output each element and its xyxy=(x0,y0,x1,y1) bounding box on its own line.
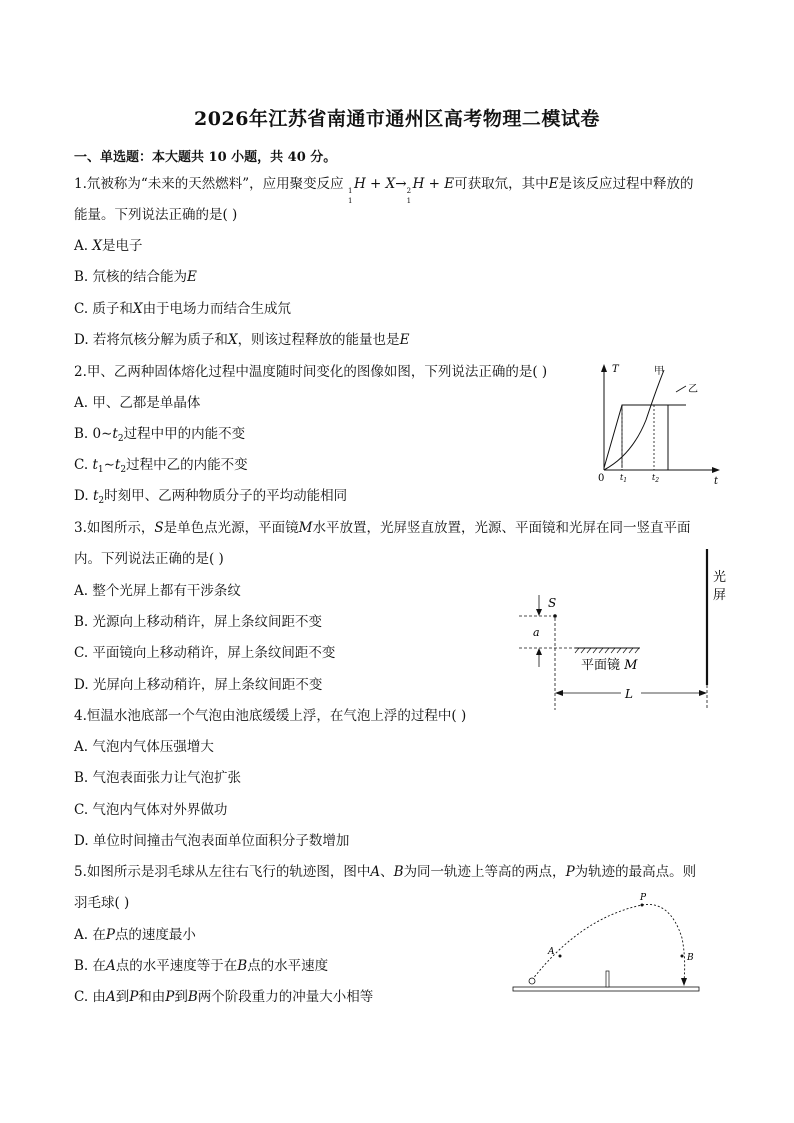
source-label: S xyxy=(548,596,557,610)
q5-shuttlecock-trajectory xyxy=(510,888,705,998)
label-B: B xyxy=(687,953,694,963)
q5-option-c[interactable]: C. 由A到P和由P到B两个阶段重力的冲量大小相等 xyxy=(74,989,374,1005)
q4-option-d[interactable]: D. 单位时间撞击气泡表面单位面积分子数增加 xyxy=(74,833,350,849)
point-P xyxy=(641,904,644,907)
q1-stem-line2: 能量。下列说法正确的是( ) xyxy=(74,207,238,223)
q2-option-c[interactable]: C. $t_1\sim t_2$过程中乙的内能不变 xyxy=(74,457,248,475)
q2-option-d[interactable]: D. $t_2$时刻甲、乙两种物质分子的平均动能相同 xyxy=(74,488,348,506)
point-A xyxy=(559,955,562,958)
q1-option-c[interactable]: C. 质子和X由于电场力而结合生成氘 xyxy=(74,301,292,317)
q3-option-b[interactable]: B. 光源向上移动稍许，屏上条纹间距不变 xyxy=(74,614,323,630)
q5-stem-line1: 5.如图所示是羽毛球从左往右飞行的轨迹图，图中A、B为同一轨迹上等高的两点，P为轨迹的最高点。则 xyxy=(74,864,697,880)
q1-option-d[interactable]: D. 若将氘核分解为质子和X，则该过程释放的能量也是E xyxy=(74,332,410,348)
q3-stem-line1: 3.如图所示，S是单色点光源，平面镜M水平放置，光屏竖直放置，光源、平面镜和光屏在同一竖直平面 xyxy=(74,520,691,536)
q3-stem-line2: 内。下列说法正确的是( ) xyxy=(74,551,224,567)
label-jia: 甲 xyxy=(654,366,664,377)
distance-a-label: a xyxy=(533,626,540,639)
q3-option-c[interactable]: C. 平面镜向上移动稍许，屏上条纹间距不变 xyxy=(74,645,336,661)
q2-option-a[interactable]: A. 甲、乙都是单晶体 xyxy=(74,395,201,411)
label-P: P xyxy=(640,893,647,903)
q5-stem-line2: 羽毛球( ) xyxy=(74,895,130,911)
net-post xyxy=(606,971,609,987)
q3-option-a[interactable]: A. 整个光屏上都有干涉条纹 xyxy=(74,583,241,599)
q4-option-a[interactable]: A. 气泡内气体压强增大 xyxy=(74,739,214,755)
q1-option-a[interactable]: A. X是电子 xyxy=(74,238,143,254)
q4-stem: 4.恒温水池底部一个气泡由池底缓缓上浮，在气泡上浮的过程中( ) xyxy=(74,708,467,724)
x-axis-label: t xyxy=(714,476,719,487)
light-source xyxy=(553,614,557,618)
distance-L-label: L xyxy=(625,687,633,701)
q4-option-c[interactable]: C. 气泡内气体对外界做功 xyxy=(74,802,228,818)
q2-stem: 2.甲、乙两种固体熔化过程中温度随时间变化的图像如图，下列说法正确的是( ) xyxy=(74,364,548,380)
t2-label: $t_2$ xyxy=(652,473,660,484)
q1-option-b[interactable]: B. 氘核的结合能为E xyxy=(74,269,197,285)
trajectory xyxy=(532,904,685,982)
t1-label: $t_1$ xyxy=(620,473,628,484)
page-title: 2026年江苏省南通市通州区高考物理二模试卷 xyxy=(194,108,600,130)
ground xyxy=(513,987,699,991)
label-A: A xyxy=(548,947,555,957)
section-header: 一、单选题：本大题共 10 小题，共 40 分。 xyxy=(74,150,337,165)
q1-stem-line1: 1.氘被称为“未来的天然燃料”，应用聚变反应 1 1 H + X→ 2 1 H + E可获取氘，其中E是该反应过程中释放的 xyxy=(74,176,694,205)
q2-option-b[interactable]: B. $0\sim t_2$过程中甲的内能不变 xyxy=(74,426,246,444)
q5-option-b[interactable]: B. 在A点的水平速度等于在B点的水平速度 xyxy=(74,958,329,974)
q5-option-a[interactable]: A. 在P点的速度最小 xyxy=(74,927,196,943)
curve-jia xyxy=(604,370,664,470)
origin-label: 0 xyxy=(598,473,605,484)
screen-label-2: 屏 xyxy=(713,588,727,603)
q2-temperature-time-graph xyxy=(590,360,730,490)
screen-label-1: 光 xyxy=(713,570,727,585)
curve-yi xyxy=(604,405,686,468)
q3-option-d[interactable]: D. 光屏向上移动稍许，屏上条纹间距不变 xyxy=(74,677,323,693)
shuttlecock xyxy=(529,978,535,984)
q4-option-b[interactable]: B. 气泡表面张力让气泡扩张 xyxy=(74,770,242,786)
q3-light-source-mirror-screen-diagram xyxy=(515,545,740,715)
label-yi: 乙 xyxy=(688,384,698,395)
point-B xyxy=(681,955,684,958)
y-axis-label: T xyxy=(612,364,619,375)
mirror-label: 平面镜 M xyxy=(581,658,638,673)
